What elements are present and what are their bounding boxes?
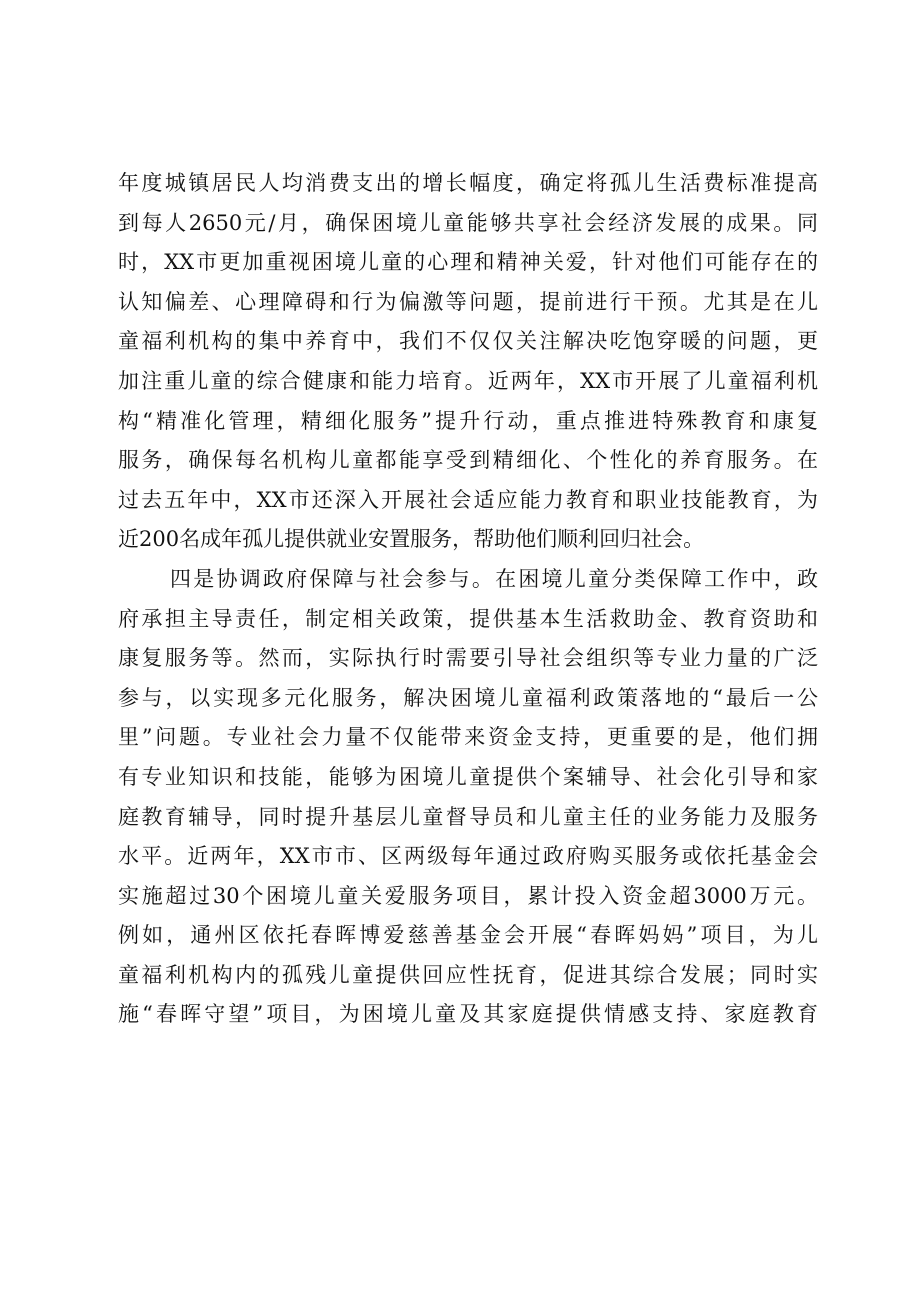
text-line: 时，XX市更加重视困境儿童的心理和精神关爱，针对他们可能存在的 bbox=[118, 250, 818, 275]
text-line: 施“春晖守望”项目，为困境儿童及其家庭提供情感支持、家庭教育 bbox=[118, 1002, 818, 1027]
text-line: 庭教育辅导，同时提升基层儿童督导员和儿童主任的业务能力及服务 bbox=[118, 804, 818, 829]
paragraph-continued bbox=[118, 164, 818, 560]
text-line: 服务，确保每名机构儿童都能享受到精细化、个性化的养育服务。在 bbox=[118, 448, 818, 473]
text-line: 童福利机构的集中养育中，我们不仅仅关注解决吃饱穿暖的问题，更 bbox=[118, 329, 818, 354]
text-line: 参与，以实现多元化服务，解决困境儿童福利政策落地的“最后一公 bbox=[118, 685, 818, 710]
text-line: 构“精准化管理，精细化服务”提升行动，重点推进特殊教育和康复 bbox=[118, 408, 818, 433]
text-line: 康复服务等。然而，实际执行时需要引导社会组织等专业力量的广泛 bbox=[118, 646, 818, 671]
text-line: 府承担主导责任，制定相关政策，提供基本生活救助金、教育资助和 bbox=[118, 606, 818, 631]
text-line: 过去五年中，XX市还深入开展社会适应能力教育和职业技能教育，为 bbox=[118, 487, 818, 512]
text-line: 例如，通州区依托春晖博爱慈善基金会开展“春晖妈妈”项目，为儿 bbox=[118, 923, 818, 948]
text-line: 有专业知识和技能，能够为困境儿童提供个案辅导、社会化引导和家 bbox=[118, 764, 818, 789]
text-line: 认知偏差、心理障碍和行为偏激等问题，提前进行干预。尤其是在儿 bbox=[118, 289, 818, 314]
text-line: 里”问题。专业社会力量不仅能带来资金支持，更重要的是，他们拥 bbox=[118, 725, 818, 750]
document-body bbox=[118, 164, 818, 1035]
text-line: 实施超过30个困境儿童关爱服务项目，累计投入资金超3000万元。 bbox=[118, 883, 818, 908]
text-line: 到每人2650元/月，确保困境儿童能够共享社会经济发展的成果。同 bbox=[118, 210, 818, 235]
text-line: 近200名成年孤儿提供就业安置服务，帮助他们顺利回归社会。 bbox=[118, 527, 705, 552]
paragraph-four bbox=[118, 560, 818, 1035]
paragraph-first-line: 四是协调政府保障与社会参与。在困境儿童分类保障工作中，政 bbox=[170, 566, 818, 591]
text-line: 年度城镇居民人均消费支出的增长幅度，确定将孤儿生活费标准提高 bbox=[118, 171, 818, 195]
text-line: 加注重儿童的综合健康和能力培育。近两年，XX市开展了儿童福利机 bbox=[118, 368, 818, 393]
text-line: 水平。近两年，XX市市、区两级每年通过政府购买服务或依托基金会 bbox=[118, 844, 818, 869]
text-line: 童福利机构内的孤残儿童提供回应性抚育，促进其综合发展；同时实 bbox=[118, 962, 818, 987]
